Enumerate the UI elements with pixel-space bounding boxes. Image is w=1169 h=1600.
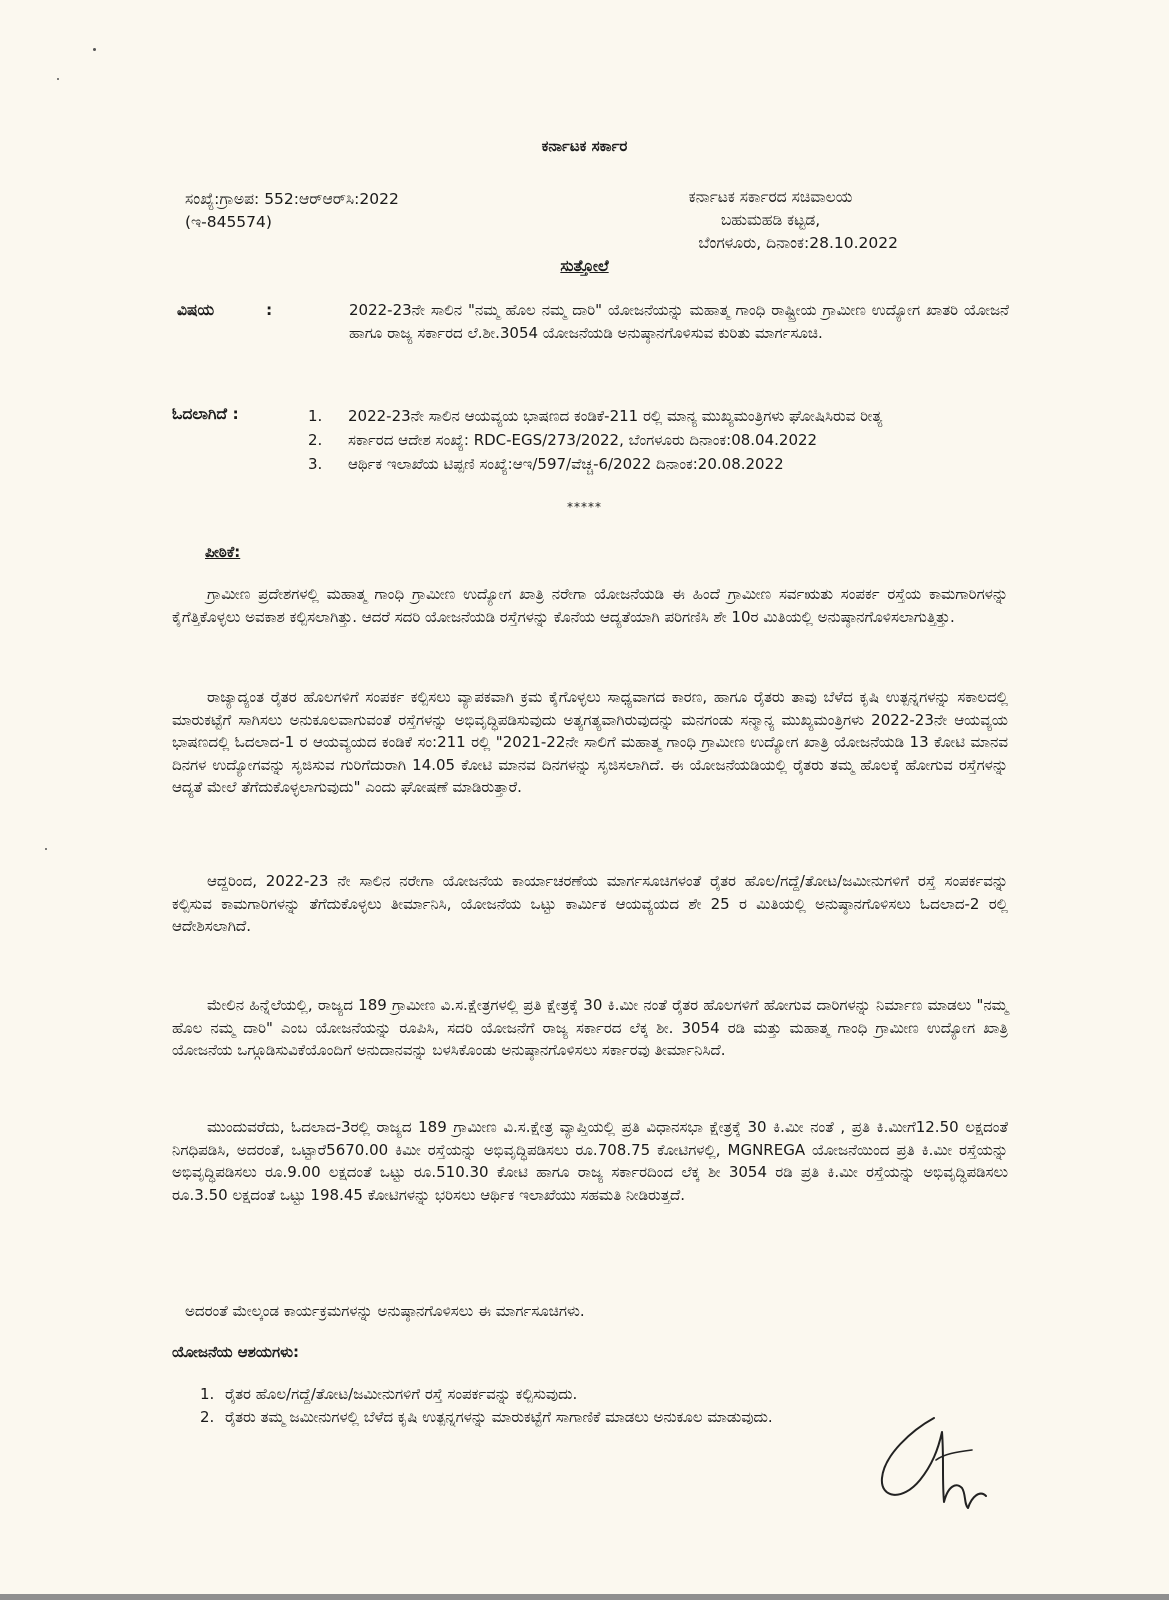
preamble-heading: ಪೀಠಿಕೆ: xyxy=(205,543,241,561)
preamble-paragraph-2: ರಾಜ್ಯಾದ್ಯಂತ ರೈತರ ಹೊಲಗಳಿಗೆ ಸಂಪರ್ಕ ಕಲ್ಪಿಸಲು ವ್ಯಾಪಕವಾಗಿ ಕ್ರಮ ಕೈಗೊಳ್ಳಲು ಸಾಧ್ಯವಾಗದ ಕಾರಣ, ಹಾಗೂ ರೈತರು ತಾವು ಬೆಳೆದ ಕೃಷಿ ಉತ್ಪನ್ನಗಳನ್ನು ಸಕಾಲದಲ್ಲಿ ಮಾರುಕಟ್ಟೆಗೆ ಸಾಗಿಸಲು ಅನುಕೂಲವಾಗುವಂತೆ ರಸ್ತೆಗಳನ್ನು ಅಭಿವೃದ್ಧಿಪಡಿಸುವುದು ಅತ್ಯಗತ್ಯವಾಗಿರುವುದನ್ನು ಮನಗಂಡು ಸನ್ಮಾನ್ಯ ಮುಖ್ಯಮಂತ್ರಿಗಳು 2022-23ನೇ ಆಯವ್ಯಯ ಭಾಷಣದಲ್ಲಿ ಓದಲಾದ-1 ರ ಆಯವ್ಯಯದ ಕಂಡಿಕೆ ಸಂ:211 ರಲ್ಲಿ "2021-22ನೇ ಸಾಲಿಗೆ ಮಹಾತ್ಮ ಗಾಂಧಿ ಗ್ರಾಮೀಣ ಉದ್ಯೋಗ ಖಾತ್ರಿ ಯೋಜನೆಯಡಿ 13 ಕೋಟಿ ಮಾನವ ದಿನಗಳ ಉದ್ಯೋಗವನ್ನು ಸೃಜಿಸುವ ಗುರಿಗೆದುರಾಗಿ 14.05 ಕೋಟಿ ಮಾನವ ದಿನಗಳನ್ನು ಸೃಜಿಸಲಾಗಿದೆ. ಈ ಯೋಜನೆಯಡಿಯಲ್ಲಿ ರೈತರು ತಮ್ಮ ಹೊಲಕ್ಕೆ ಹೋಗುವ ರಸ್ತೆಗಳನ್ನು ಆದ್ಯತೆ ಮೇಲೆ ತೆಗೆದುಕೊಳ್ಳಲಾಗುವುದು" ಎಂದು ಘೋಷಣೆ ಮಾಡಿರುತ್ತಾರೆ. xyxy=(172,688,1008,796)
reference-item-number: 2. xyxy=(308,431,323,449)
scan-speck xyxy=(93,48,96,51)
scan-speck xyxy=(45,848,47,850)
scan-speck xyxy=(57,78,59,80)
circular-title: ಸುತ್ತೋಲೆ xyxy=(560,257,609,275)
government-heading: ಕರ್ನಾಟಕ ಸರ್ಕಾರ xyxy=(541,137,628,155)
reference-item xyxy=(308,429,1008,451)
office-name: ಕರ್ನಾಟಕ ಸರ್ಕಾರದ ಸಚಿವಾಲಯ xyxy=(688,188,853,206)
subject-label: ವಿಷಯ xyxy=(177,301,215,319)
section-separator: ***** xyxy=(567,500,602,514)
reference-item-text: 2022-23ನೇ ಸಾಲಿನ ಆಯವ್ಯಯ ಭಾಷಣದ ಕಂಡಿಕೆ-211 ರಲ್ಲಿ ಮಾನ್ಯ ಮುಖ್ಯಮಂತ್ರಿಗಳು ಘೋಷಿಸಿರುವ ರೀತ್ಯ xyxy=(348,407,883,425)
references-list xyxy=(308,405,1008,477)
reference-item xyxy=(308,405,1008,427)
office-building: ಬಹುಮಹಡಿ ಕಟ್ಟಡ, xyxy=(720,211,821,229)
handwritten-signature xyxy=(872,1410,997,1520)
preamble-paragraph-4: ಮೇಲಿನ ಹಿನ್ನೆಲೆಯಲ್ಲಿ, ರಾಜ್ಯದ 189 ಗ್ರಾಮೀಣ ವಿ.ಸ.ಕ್ಷೇತ್ರಗಳಲ್ಲಿ ಪ್ರತಿ ಕ್ಷೇತ್ರಕ್ಕೆ 30 ಕಿ.ಮೀ ನಂತೆ ರೈತರ ಹೊಲಗಳಿಗೆ ಹೋಗುವ ದಾರಿಗಳನ್ನು ನಿರ್ಮಾಣ ಮಾಡಲು "ನಮ್ಮ ಹೊಲ ನಮ್ಮ ದಾರಿ" ಎಂಬ ಯೋಜನೆಯನ್ನು ರೂಪಿಸಿ, ಸದರಿ ಯೋಜನೆಗೆ ರಾಜ್ಯ ಸರ್ಕಾರದ ಲೆಕ್ಕ ಶೀ. 3054 ರಡಿ ಮತ್ತು ಮಹಾತ್ಮ ಗಾಂಧಿ ಗ್ರಾಮೀಣ ಉದ್ಯೋಗ ಖಾತ್ರಿ ಯೋಜನೆಯ ಒಗ್ಗೂಡಿಸುವಿಕೆಯೊಂದಿಗೆ ಅನುದಾನವನ್ನು ಬಳಸಿಕೊಂಡು ಅನುಷ್ಠಾನಗೊಳಿಸಲು ಸರ್ಕಾರವು ತೀರ್ಮಾನಿಸಿದೆ. xyxy=(172,996,1008,1059)
reference-number: ಸಂಖ್ಯೆ:ಗ್ರಾಅಪ: 552:ಆರ್‌ಆರ್‌ಸಿ:2022 xyxy=(185,190,399,208)
objective-item-number: 2. xyxy=(200,1408,215,1426)
reference-item-number: 1. xyxy=(308,407,323,425)
reference-block xyxy=(185,188,399,234)
reference-item-text: ಆರ್ಥಿಕ ಇಲಾಖೆಯ ಟಿಪ್ಪಣಿ ಸಂಖ್ಯೆ:ಆಇ/597/ವೆಚ್ಚ-6/2022 ದಿನಾಂಕ:20.08.2022 xyxy=(348,455,784,473)
preamble-paragraph-5: ಮುಂದುವರೆದು, ಓದಲಾದ-3ರಲ್ಲಿ ರಾಜ್ಯದ 189 ಗ್ರಾಮೀಣ ವಿ.ಸ.ಕ್ಷೇತ್ರ ವ್ಯಾಪ್ತಿಯಲ್ಲಿ ಪ್ರತಿ ವಿಧಾನಸಭಾ ಕ್ಷೇತ್ರಕ್ಕೆ 30 ಕಿ.ಮೀ ನಂತೆ , ಪ್ರತಿ ಕಿ.ಮೀಗೆ12.50 ಲಕ್ಷದಂತೆ ನಿಗಧಿಪಡಿಸಿ, ಅದರಂತೆ, ಒಟ್ಟಾರೆ5670.00 ಕಿಮೀ ರಸ್ತೆಯನ್ನು ಅಭಿವೃದ್ಧಿಪಡಿಸಲು ರೂ.708.75 ಕೋಟಿಗಳಲ್ಲಿ, MGNREGA ಯೋಜನೆಯಿಂದ ಪ್ರತಿ ಕಿ.ಮೀ ರಸ್ತೆಯನ್ನು ಅಭಿವೃದ್ಧಿಪಡಿಸಲು ರೂ.9.00 ಲಕ್ಷದಂತೆ ಒಟ್ಟು ರೂ.510.30 ಕೋಟಿ ಹಾಗೂ ರಾಜ್ಯ ಸರ್ಕಾರದಿಂದ ಲೆಕ್ಕ ಶೀ 3054 ರಡಿ ಪ್ರತಿ ಕಿ.ಮೀ ರಸ್ತೆಯನ್ನು ಅಭಿವೃದ್ಧಿಪಡಿಸಲು ರೂ.3.50 ಲಕ್ಷದಂತೆ ಒಟ್ಟು 198.45 ಕೋಟಿಗಳನ್ನು ಭರಿಸಲು ಆರ್ಥಿಕ ಇಲಾಖೆಯು ಸಹಮತಿ ನೀಡಿರುತ್ತದೆ. xyxy=(172,1118,1008,1204)
objective-item-text: ರೈತರು ತಮ್ಮ ಜಮೀನುಗಳಲ್ಲಿ ಬೆಳೆದ ಕೃಷಿ ಉತ್ಪನ್ನಗಳನ್ನು ಮಾರುಕಟ್ಟೆಗೆ ಸಾಗಾಣಿಕೆ ಮಾಡಲು ಅನುಕೂಲ ಮಾಡುವುದು. xyxy=(225,1408,773,1426)
scan-edge-band xyxy=(0,1594,1169,1600)
e-file-number: (ಇ-845574) xyxy=(185,213,272,231)
references-label: ಓದಲಾಗಿದೆ : xyxy=(172,405,239,423)
reference-item-text: ಸರ್ಕಾರದ ಆದೇಶ ಸಂಖ್ಯೆ: RDC-EGS/273/2022, ಬೆಂಗಳೂರು ದಿನಾಂಕ:08.04.2022 xyxy=(348,431,818,449)
place-and-date: ಬೆಂಗಳೂರು, ದಿನಾಂಕ:28.10.2022 xyxy=(698,234,898,252)
reference-item-number: 3. xyxy=(308,455,323,473)
reference-item xyxy=(308,453,1008,475)
subject-colon: : xyxy=(266,301,273,319)
preamble-paragraph-6: ಅದರಂತೆ ಮೇಲ್ಕಂಡ ಕಾರ್ಯಕ್ರಮಗಳನ್ನು ಅನುಷ್ಠಾನಗೊಳಿಸಲು ಈ ಮಾರ್ಗಸೂಚಿಗಳು. xyxy=(185,1302,585,1320)
objective-item-text: ರೈತರ ಹೊಲ/ಗದ್ದೆ/ತೋಟ/ಜಮೀನುಗಳಿಗೆ ರಸ್ತೆ ಸಂಪರ್ಕವನ್ನು ಕಲ್ಪಿಸುವುದು. xyxy=(225,1385,578,1403)
preamble-paragraph-1: ಗ್ರಾಮೀಣ ಪ್ರದೇಶಗಳಲ್ಲಿ ಮಹಾತ್ಮ ಗಾಂಧಿ ಗ್ರಾಮೀಣ ಉದ್ಯೋಗ ಖಾತ್ರಿ ನರೇಗಾ ಯೋಜನೆಯಡಿ ಈ ಹಿಂದೆ ಗ್ರಾಮೀಣ ಸರ್ವಋತು ಸಂಪರ್ಕ ರಸ್ತೆಯ ಕಾಮಗಾರಿಗಳನ್ನು ಕೈಗೆತ್ತಿಕೊಳ್ಳಲು ಅವಕಾಶ ಕಲ್ಪಿಸಲಾಗಿತ್ತು. ಆದರೆ ಸದರಿ ಯೋಜನೆಯಡಿ ರಸ್ತೆಗಳನ್ನು ಕೊನೆಯ ಆದ್ಯತೆಯಾಗಿ ಪರಿಗಣಿಸಿ ಶೇ 10ರ ಮಿತಿಯಲ್ಲಿ ಅನುಷ್ಠಾನಗೊಳಿಸಲಾಗುತ್ತಿತ್ತು. xyxy=(172,585,1008,626)
subject-text: 2022-23ನೇ ಸಾಲಿನ "ನಮ್ಮ ಹೊಲ ನಮ್ಮ ದಾರಿ" ಯೋಜನೆಯನ್ನು ಮಹಾತ್ಮ ಗಾಂಧಿ ರಾಷ್ಟ್ರೀಯ ಗ್ರಾಮೀಣ ಉದ್ಯೋಗ ಖಾತರಿ ಯೋಜನೆ ಹಾಗೂ ರಾಜ್ಯ ಸರ್ಕಾರದ ಲೆ.ಶೀ.3054 ಯೋಜನೆಯಡಿ ಅನುಷ್ಠಾನಗೊಳಿಸುವ ಕುರಿತು ಮಾರ್ಗಸೂಚಿ. xyxy=(349,301,1009,342)
preamble-paragraph-3: ಆದ್ದರಿಂದ, 2022-23 ನೇ ಸಾಲಿನ ನರೇಗಾ ಯೋಜನೆಯ ಕಾರ್ಯಾಚರಣೆಯ ಮಾರ್ಗಸೂಚಿಗಳಂತೆ ರೈತರ ಹೊಲ/ಗದ್ದೆ/ತೋಟ/ಜಮೀನುಗಳಿಗೆ ರಸ್ತೆ ಸಂಪರ್ಕವನ್ನು ಕಲ್ಪಿಸುವ ಕಾಮಗಾರಿಗಳನ್ನು ತೆಗೆದುಕೊಳ್ಳಲು ತೀರ್ಮಾನಿಸಿ, ಯೋಜನೆಯ ಒಟ್ಟು ಕಾರ್ಮಿಕ ಆಯವ್ಯಯದ ಶೇ 25 ರ ಮಿತಿಯಲ್ಲಿ ಅನುಷ್ಠಾನಗೊಳಿಸಲು ಓದಲಾದ-2 ರಲ್ಲಿ ಆದೇಶಿಸಲಾಗಿದೆ. xyxy=(172,872,1008,935)
objective-item xyxy=(200,1383,1008,1405)
office-address-block xyxy=(588,186,953,255)
objectives-heading: ಯೋಜನೆಯ ಆಶಯಗಳು: xyxy=(172,1343,299,1361)
objective-item-number: 1. xyxy=(200,1385,215,1403)
